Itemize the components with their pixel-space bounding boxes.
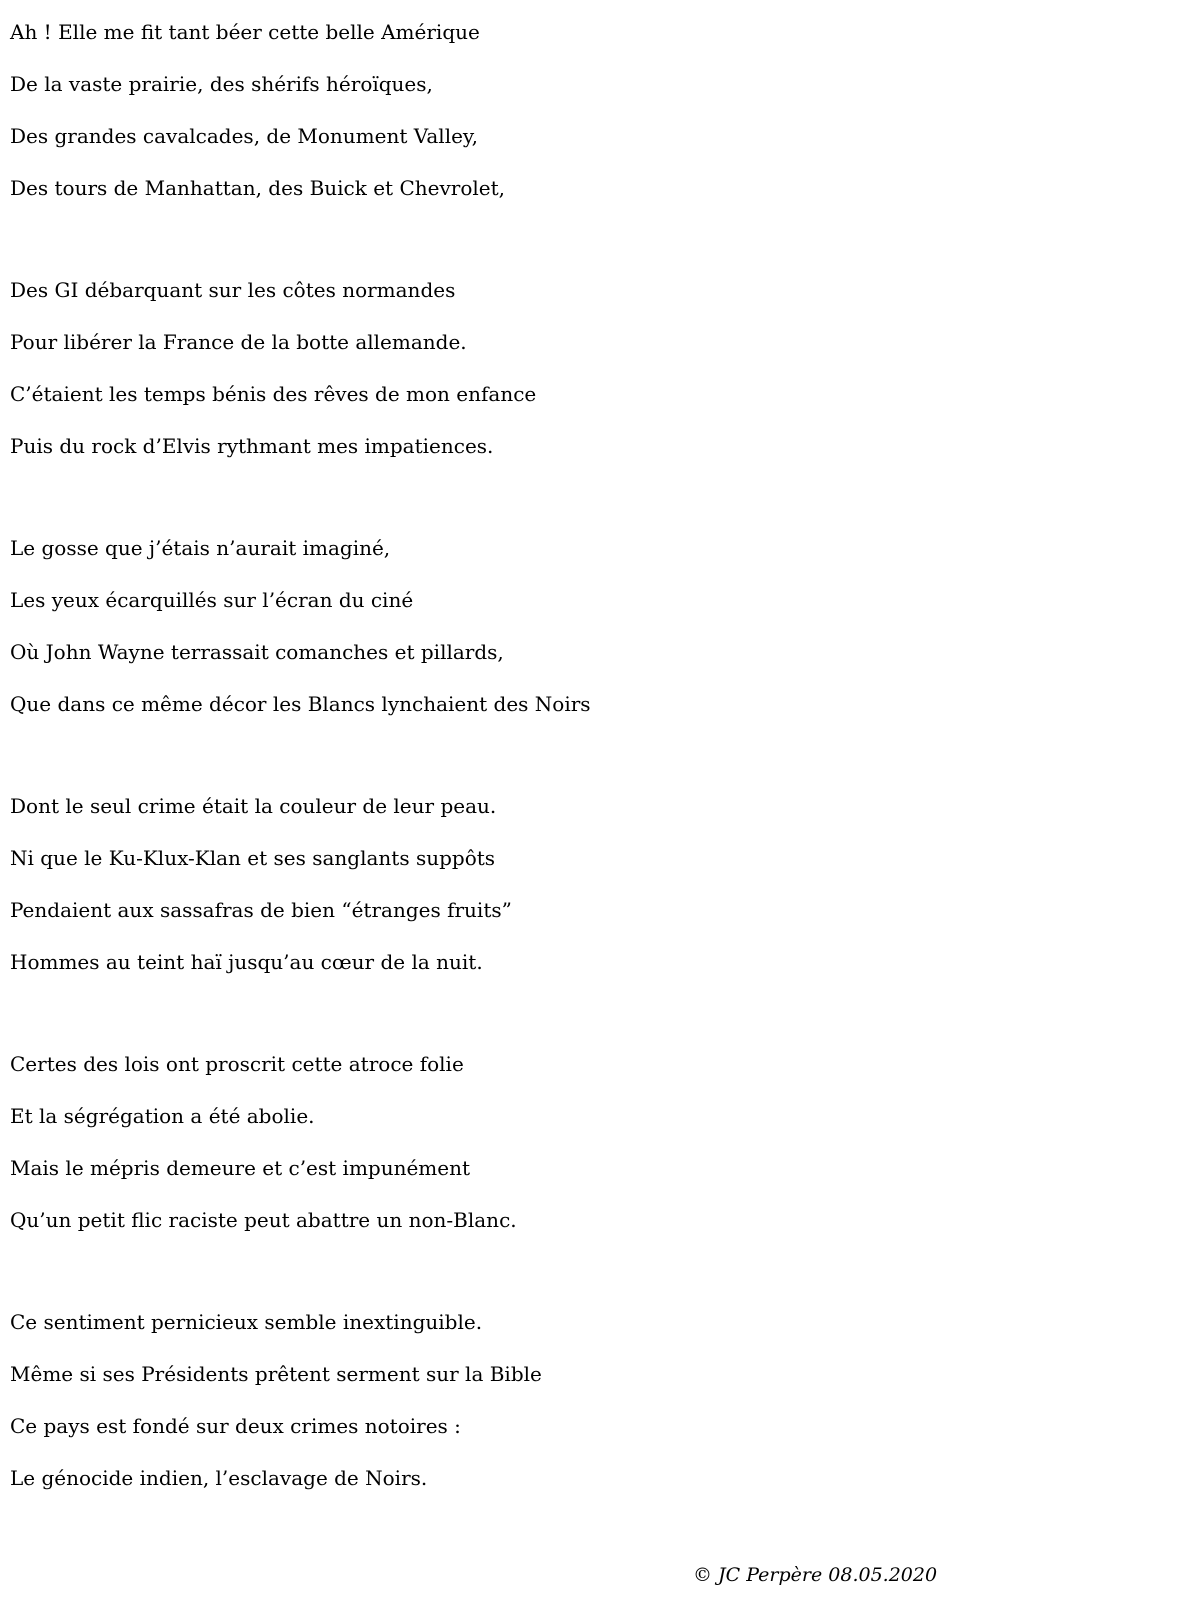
stanza-1 <box>10 6 1170 214</box>
stanza-3 <box>10 522 1170 730</box>
poem-line: Hommes au teint haï jusqu’au cœur de la nuit. <box>10 950 483 974</box>
poem-line: Même si ses Présidents prêtent serment sur la Bible <box>10 1362 542 1386</box>
poem-line: Le gosse que j’étais n’aurait imaginé, <box>10 536 391 560</box>
poem-line: Que dans ce même décor les Blancs lynchaient des Noirs <box>10 692 591 716</box>
poem-line: Mais le mépris demeure et c’est impunément <box>10 1156 471 1180</box>
poem-line: C’étaient les temps bénis des rêves de mon enfance <box>10 382 537 406</box>
poem-line: Ce sentiment pernicieux semble inextinguible. <box>10 1310 483 1334</box>
stanza-4 <box>10 780 1170 988</box>
poem-line: Le génocide indien, l’esclavage de Noirs. <box>10 1466 428 1490</box>
poem <box>10 6 1170 1554</box>
stanza-2 <box>10 264 1170 472</box>
stanza-5 <box>10 1038 1170 1246</box>
author-signature: © JC Perpère 08.05.2020 <box>693 1564 938 1586</box>
stanza-6 <box>10 1296 1170 1504</box>
poem-line: Ce pays est fondé sur deux crimes notoires : <box>10 1414 461 1438</box>
poem-line: Ah ! Elle me fit tant béer cette belle Amérique <box>10 20 480 44</box>
poem-line: Où John Wayne terrassait comanches et pillards, <box>10 640 504 664</box>
poem-line: Des tours de Manhattan, des Buick et Chevrolet, <box>10 176 505 200</box>
poem-line: Et la ségrégation a été abolie. <box>10 1104 315 1128</box>
poem-line: Des GI débarquant sur les côtes normandes <box>10 278 456 302</box>
poem-line: Ni que le Ku-Klux-Klan et ses sanglants suppôts <box>10 846 496 870</box>
poem-line: Dont le seul crime était la couleur de leur peau. <box>10 794 497 818</box>
poem-line: Puis du rock d’Elvis rythmant mes impatiences. <box>10 434 494 458</box>
poem-line: Pour libérer la France de la botte allemande. <box>10 330 467 354</box>
poem-line: Des grandes cavalcades, de Monument Valley, <box>10 124 478 148</box>
poem-line: Les yeux écarquillés sur l’écran du ciné <box>10 588 414 612</box>
poem-line: Pendaient aux sassafras de bien “étranges fruits” <box>10 898 512 922</box>
poem-line: Certes des lois ont proscrit cette atroce folie <box>10 1052 464 1076</box>
poem-line: De la vaste prairie, des shérifs héroïques, <box>10 72 433 96</box>
poem-line: Qu’un petit flic raciste peut abattre un non-Blanc. <box>10 1208 517 1232</box>
